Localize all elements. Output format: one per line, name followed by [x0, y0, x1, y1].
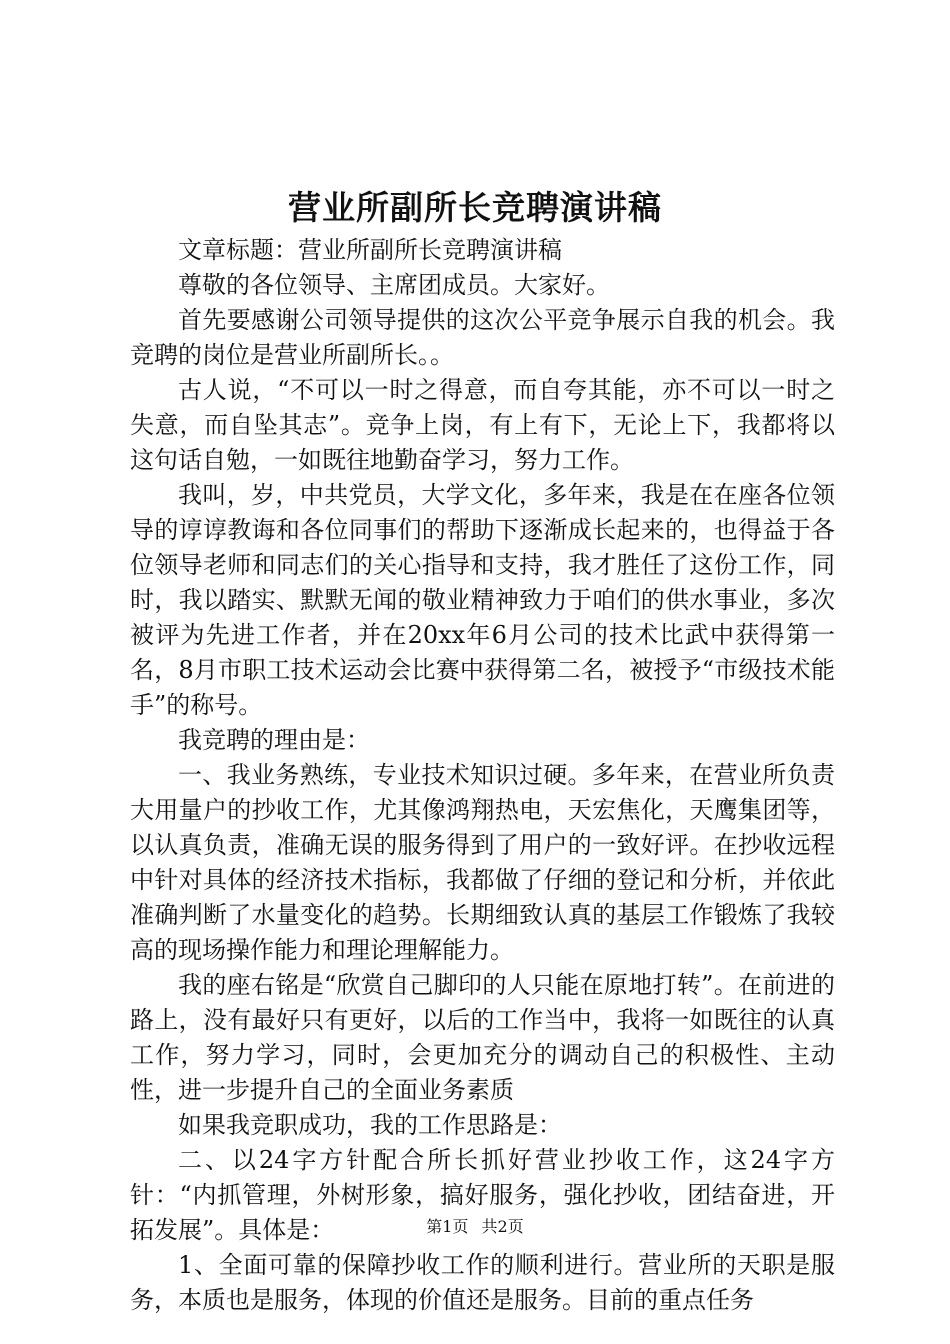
- paragraph-article-title: 文章标题：营业所副所长竞聘演讲稿: [178, 236, 562, 264]
- paragraph-thanks: 首先要感谢公司领导提供的这次公平竞争展示自我的机会。我竞聘的岗位是营业所副所长。。: [130, 306, 835, 369]
- paragraph-motto: 我的座右铭是“欣赏自己脚印的人只能在原地打转”。在前进的路上，没有最好只有更好，以后的工作当中，我将一如既往的认真工作，努力学习，同时，会更加充分的调动自己的积极性、主动性，进一步提升自己的全面业务素质: [130, 971, 835, 1104]
- paragraph-greeting: 尊敬的各位领导、主席团成员。大家好。: [178, 271, 610, 299]
- paragraph-quote: 古人说，“不可以一时之得意，而自夸其能，亦不可以一时之失意，而自坠其志”。竞争上岗，有上有下，无论上下，我都将以这句话自勉，一如既往地勤奋学习，努力工作。: [130, 376, 835, 474]
- paragraph-reason-one: 一、我业务熟练，专业技术知识过硬。多年来，在营业所负责大用量户的抄收工作，尤其像鸿翔热电，天宏焦化，天鹰集团等，以认真负责，准确无误的服务得到了用户的一致好评。在抄收远程中针对具体的经济技术指标，我都做了仔细的登记和分析，并依此准确判断了水量变化的趋势。长期细致认真的基层工作锻炼了我较高的现场操作能力和理论理解能力。: [130, 761, 835, 964]
- page-total: 共2页: [481, 1217, 524, 1236]
- page-footer: [0, 1216, 950, 1238]
- paragraph-plan-item-one: 1、全面可靠的保障抄收工作的顺利进行。营业所的天职是服务，本质也是服务，体现的价值还是服务。目前的重点任务: [130, 1251, 835, 1314]
- document-title: 营业所副所长竞聘演讲稿: [288, 188, 662, 227]
- document-body: [130, 233, 835, 1318]
- paragraph-introduction: 我叫，岁，中共党员，大学文化，多年来，我是在在座各位领导的谆谆教诲和各位同事们的帮助下逐渐成长起来的，也得益于各位领导老师和同志们的关心指导和支持，我才胜任了这份工作，同时，我以踏实、默默无闻的敬业精神致力于咱们的供水事业，多次被评为先进工作者，并在20xx年6月公司的技术比武中获得第一名，8月市职工技术运动会比赛中获得第二名，被授予“市级技术能手”的称号。: [130, 481, 835, 719]
- page-number: 第1页: [426, 1217, 469, 1236]
- paragraph-plan-heading: 如果我竞职成功，我的工作思路是：: [178, 1111, 562, 1139]
- paragraph-reasons-heading: 我竞聘的理由是：: [178, 726, 370, 754]
- paragraph-plan-two: 二、以24字方针配合所长抓好营业抄收工作，这24字方针：“内抓管理，外树形象，搞好服务，强化抄收，团结奋进，开拓发展”。具体是：: [130, 1146, 835, 1244]
